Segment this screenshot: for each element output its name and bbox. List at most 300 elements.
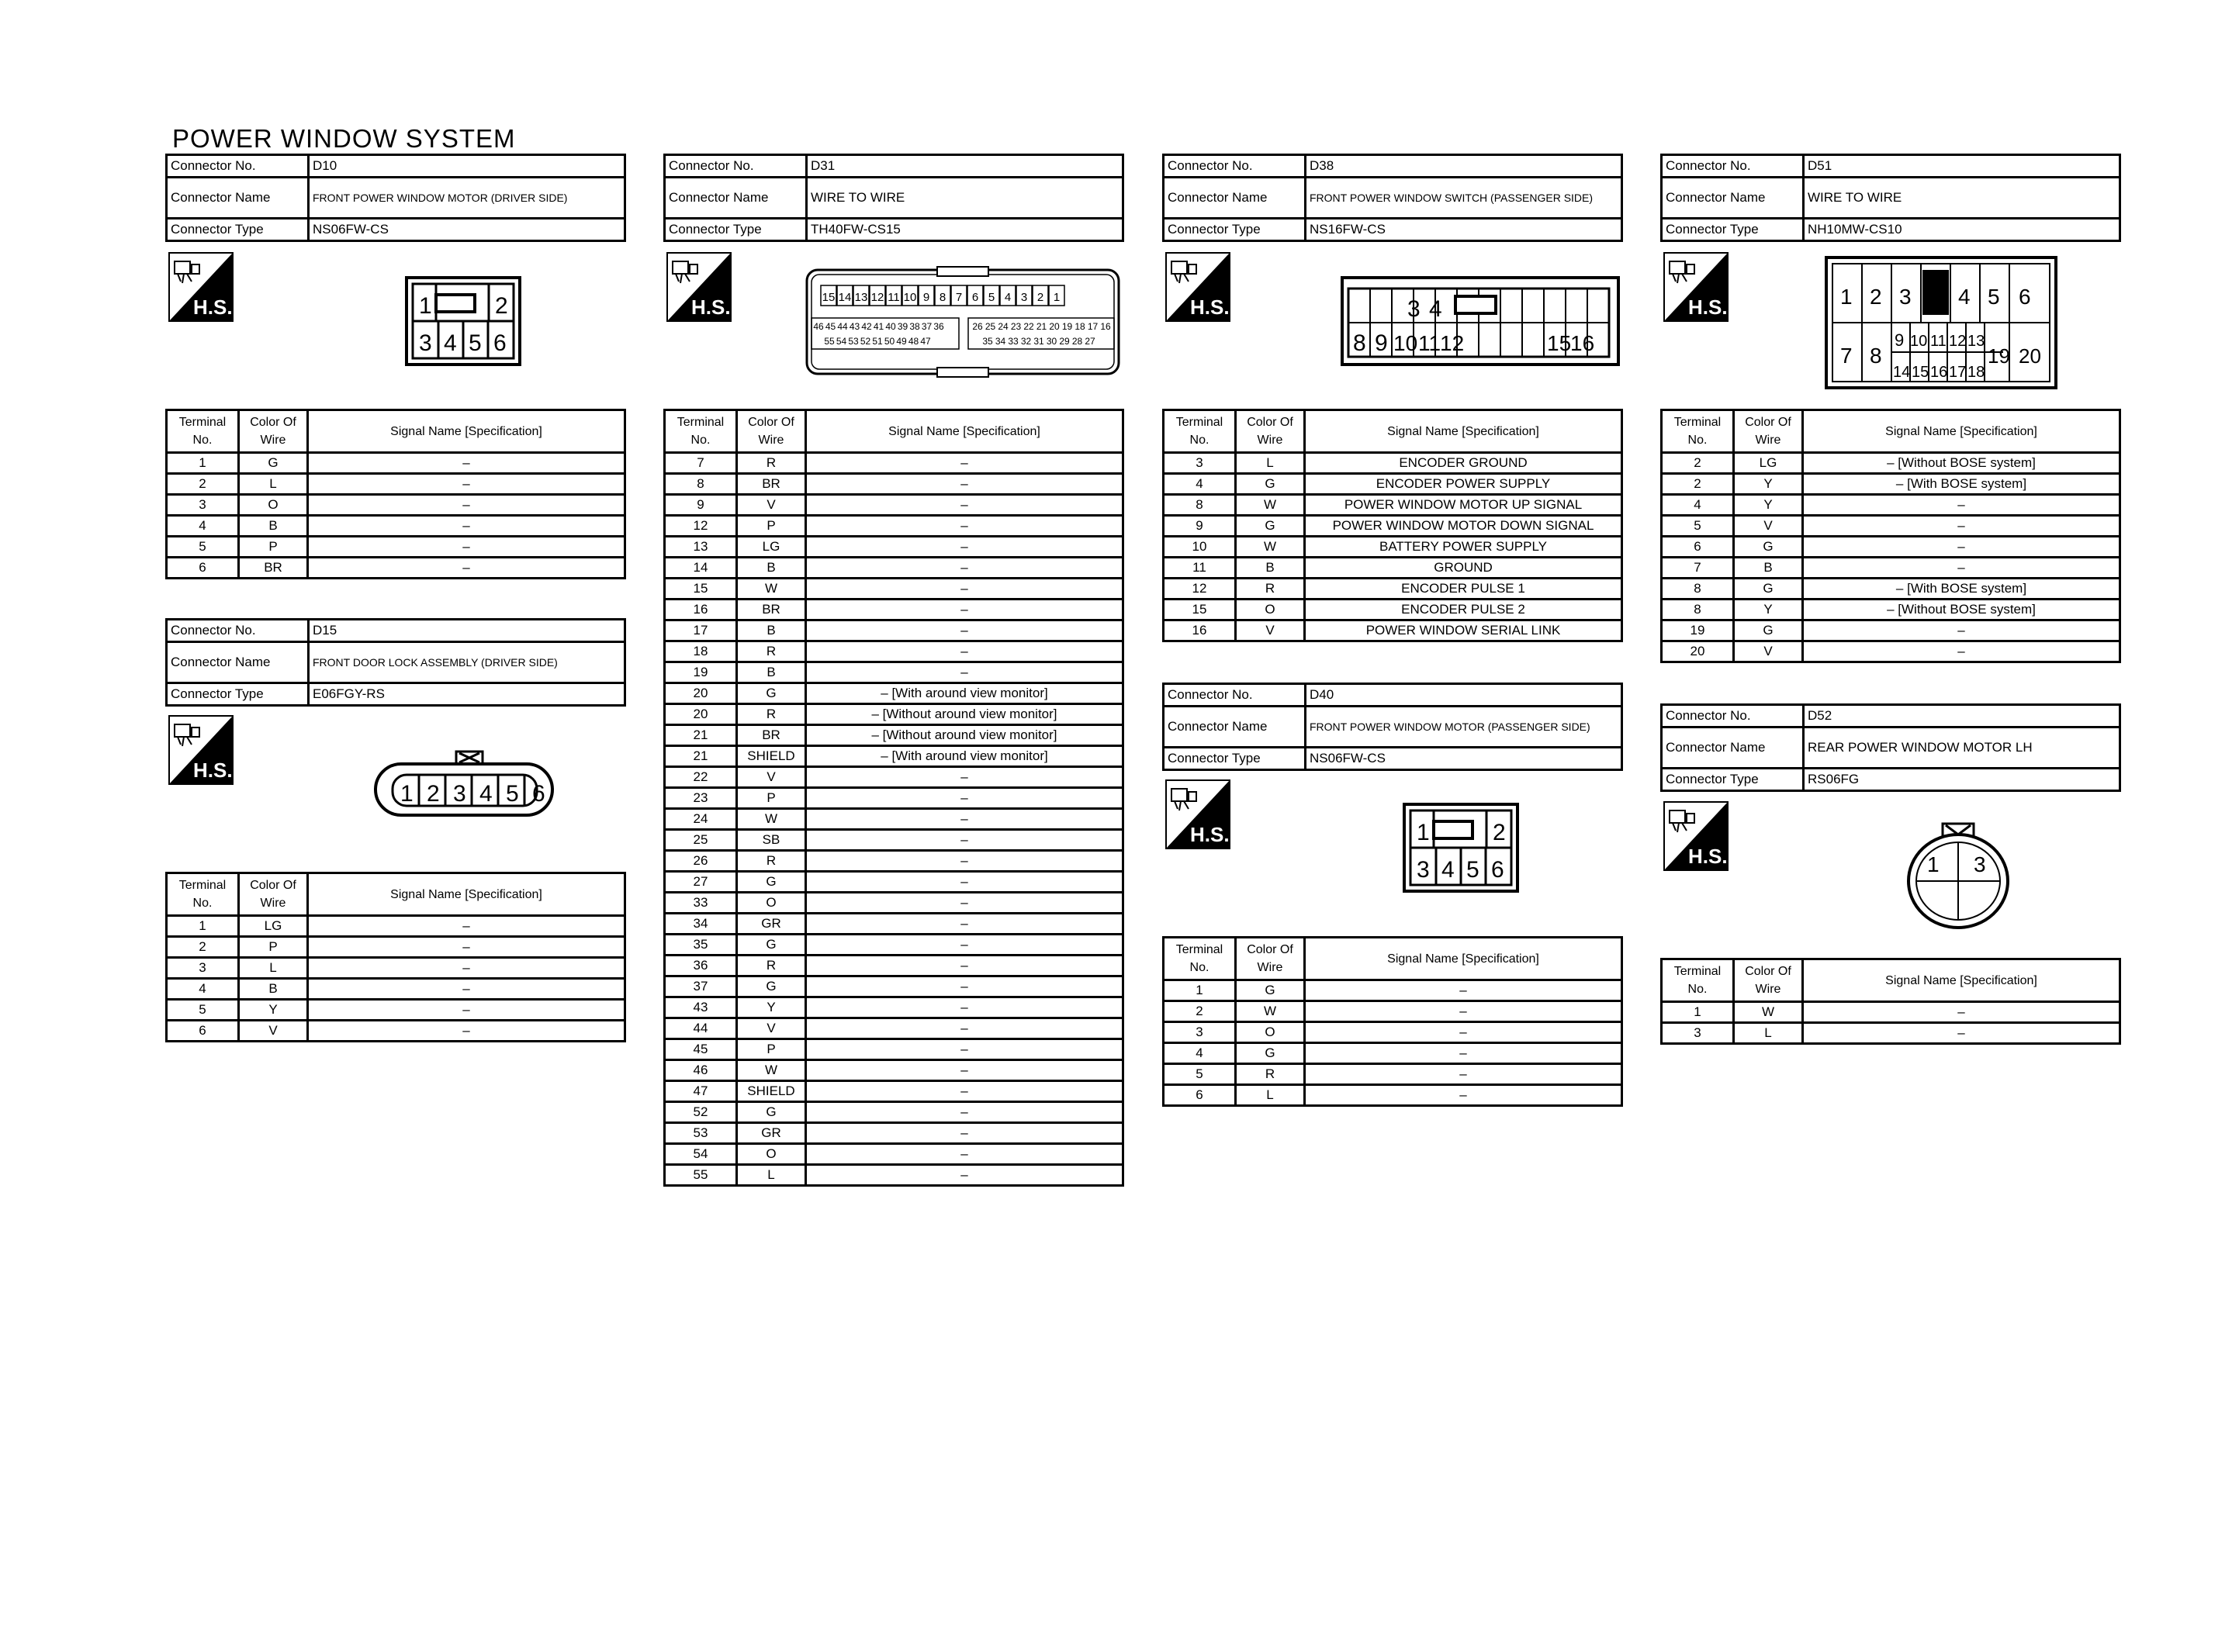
connector-type-label: Connector Type — [167, 219, 309, 241]
pin-label: 25 — [985, 321, 996, 332]
terminal-no-cell: 5 — [167, 1000, 239, 1021]
pin-label: 6 — [2019, 285, 2031, 309]
pin-label: 21 — [1036, 321, 1047, 332]
pin-label: 54 — [836, 336, 847, 347]
pin-label: 16 — [1100, 321, 1111, 332]
signal-name-cell: ENCODER PULSE 2 — [1305, 600, 1622, 620]
pin-label: 46 — [813, 321, 824, 332]
terminal-no-cell: 5 — [167, 537, 239, 558]
pin-label: 14 — [1893, 364, 1911, 381]
wire-color-cell: V — [737, 495, 806, 516]
wire-color-cell: B — [737, 558, 806, 579]
wire-color-cell: R — [737, 704, 806, 725]
table-row — [1164, 495, 1622, 516]
connector-type-label: Connector Type — [1164, 748, 1306, 770]
terminal-no-header: Terminal No. — [1662, 410, 1734, 453]
terminal-no-header: Terminal No. — [1164, 410, 1236, 453]
pin-label: 37 — [921, 321, 933, 332]
wire-color-cell: P — [737, 1039, 806, 1060]
connector-info-d40 — [1162, 683, 1623, 771]
connector-name-value: FRONT POWER WINDOW SWITCH (PASSENGER SIDE) — [1306, 178, 1622, 219]
terminal-no-cell: 6 — [1164, 1085, 1236, 1106]
terminal-no-cell: 8 — [1662, 579, 1734, 600]
signal-name-cell: – — [806, 1123, 1123, 1144]
pin-label: 19 — [1988, 344, 2010, 368]
signal-name-cell: – — [308, 537, 625, 558]
connector-name-value: FRONT POWER WINDOW MOTOR (DRIVER SIDE) — [309, 178, 625, 219]
pin-label: 3 — [1899, 285, 1912, 309]
wire-color-cell: W — [737, 579, 806, 600]
terminal-no-cell: 1 — [1662, 1002, 1734, 1023]
table-row — [665, 600, 1123, 620]
hs-mark-text: H.S. — [1688, 845, 1728, 868]
wire-color-cell: G — [737, 976, 806, 997]
table-row — [665, 453, 1123, 474]
signal-name-cell: – — [308, 495, 625, 516]
pin-label: 3 — [1974, 852, 1986, 876]
wire-color-cell: G — [1734, 620, 1803, 641]
terminal-no-cell: 53 — [665, 1123, 737, 1144]
pin-label: 43 — [849, 321, 860, 332]
wire-color-cell: Y — [239, 1000, 308, 1021]
wire-color-cell: GR — [737, 914, 806, 935]
signal-name-cell: – — [308, 516, 625, 537]
table-row — [665, 537, 1123, 558]
pin-label: 22 — [1023, 321, 1034, 332]
terminal-no-cell: 6 — [1662, 537, 1734, 558]
terminal-table-d15 — [165, 872, 626, 1042]
connector-info-d38 — [1162, 154, 1623, 242]
table-row — [665, 851, 1123, 872]
pin-label: 49 — [896, 336, 907, 347]
terminal-no-header: Terminal No. — [665, 410, 737, 453]
table-row — [1164, 1043, 1622, 1064]
wire-color-cell: R — [1236, 579, 1305, 600]
color-of-wire-header: Color Of Wire — [239, 410, 308, 453]
connector-type-label: Connector Type — [665, 219, 807, 241]
connector-type-label: Connector Type — [1662, 769, 1804, 791]
color-of-wire-header: Color Of Wire — [1734, 959, 1803, 1002]
terminal-no-cell: 3 — [167, 495, 239, 516]
terminal-no-cell: 20 — [1662, 641, 1734, 662]
signal-name-cell: – — [308, 979, 625, 1000]
pin-label: 8 — [1353, 330, 1366, 356]
pin-label: 4 — [1429, 296, 1442, 322]
pin-label: 53 — [848, 336, 859, 347]
connector-name-value: FRONT POWER WINDOW MOTOR (PASSENGER SIDE) — [1306, 707, 1622, 748]
terminal-no-cell: 5 — [1662, 516, 1734, 537]
connector-face-d15 — [372, 748, 559, 825]
wire-color-cell: V — [737, 767, 806, 788]
color-of-wire-header: Color Of Wire — [239, 873, 308, 916]
terminal-no-cell: 47 — [665, 1081, 737, 1102]
connector-info-d52 — [1660, 703, 2121, 792]
wire-color-cell: L — [239, 474, 308, 495]
table-row — [665, 516, 1123, 537]
pin-label: 3 — [1417, 857, 1430, 883]
pin-label: 2 — [1036, 291, 1044, 304]
terminal-no-cell: 7 — [1662, 558, 1734, 579]
table-row — [665, 558, 1123, 579]
terminal-no-cell: 17 — [665, 620, 737, 641]
pin-label: 13 — [854, 291, 868, 304]
pin-label: 3 — [1020, 291, 1028, 304]
page-title: POWER WINDOW SYSTEM — [172, 124, 516, 153]
table-row — [1662, 516, 2120, 537]
wire-color-cell: BR — [239, 558, 308, 579]
table-row — [665, 935, 1123, 956]
terminal-no-cell: 7 — [665, 453, 737, 474]
pin-label: 47 — [920, 336, 931, 347]
signal-name-cell: – — [806, 516, 1123, 537]
connector-no-value: D40 — [1306, 684, 1622, 707]
wire-color-cell: G — [1236, 474, 1305, 495]
pin-label: 5 — [506, 781, 519, 807]
table-row — [665, 662, 1123, 683]
pin-label: 32 — [1020, 336, 1032, 347]
terminal-no-cell: 1 — [167, 453, 239, 474]
hs-mark-text: H.S. — [691, 295, 731, 319]
signal-name-cell: – — [1305, 1043, 1622, 1064]
table-row — [1662, 453, 2120, 474]
connector-info-d51 — [1660, 154, 2121, 242]
pin-label: 5 — [988, 291, 995, 304]
connector-name-label: Connector Name — [1662, 178, 1804, 219]
terminal-no-cell: 27 — [665, 872, 737, 893]
connector-type-value: NS06FW-CS — [309, 219, 625, 241]
pin-label: 7 — [955, 291, 963, 304]
terminal-no-header: Terminal No. — [167, 410, 239, 453]
terminal-no-cell: 44 — [665, 1018, 737, 1039]
terminal-no-cell: 46 — [665, 1060, 737, 1081]
pin-label: 4 — [444, 330, 457, 356]
pin-label: 36 — [933, 321, 944, 332]
wire-color-cell: LG — [1734, 453, 1803, 474]
table-row — [665, 1165, 1123, 1186]
color-of-wire-header: Color Of Wire — [737, 410, 806, 453]
wire-color-cell: O — [737, 893, 806, 914]
terminal-no-cell: 9 — [665, 495, 737, 516]
pin-label: 2 — [427, 781, 440, 807]
connector-no-label: Connector No. — [1662, 155, 1804, 178]
signal-name-cell: – — [806, 600, 1123, 620]
signal-name-cell: – [With BOSE system] — [1803, 579, 2120, 600]
pin-label: 1 — [400, 781, 414, 807]
connector-name-label: Connector Name — [665, 178, 807, 219]
signal-name-cell: – — [806, 1144, 1123, 1165]
terminal-no-cell: 4 — [167, 979, 239, 1000]
table-row — [1662, 537, 2120, 558]
table-row — [1164, 453, 1622, 474]
pin-label: 11 — [1930, 333, 1947, 350]
pin-label: 6 — [971, 291, 979, 304]
signal-name-cell: ENCODER POWER SUPPLY — [1305, 474, 1622, 495]
table-row — [665, 788, 1123, 809]
connector-face-d31 — [805, 264, 1120, 384]
harness-side-icon — [1165, 779, 1230, 849]
signal-name-cell: – — [806, 956, 1123, 976]
wire-color-cell: G — [737, 935, 806, 956]
terminal-table-d40 — [1162, 936, 1623, 1107]
connector-no-label: Connector No. — [1164, 155, 1306, 178]
signal-name-cell: – — [806, 1039, 1123, 1060]
signal-name-cell: – — [806, 579, 1123, 600]
table-row — [665, 893, 1123, 914]
wire-color-cell: LG — [239, 916, 308, 937]
terminal-no-cell: 2 — [1662, 453, 1734, 474]
terminal-no-cell: 4 — [1164, 1043, 1236, 1064]
signal-name-cell: – — [308, 558, 625, 579]
pin-label: 1 — [1927, 852, 1940, 876]
wire-color-cell: B — [239, 516, 308, 537]
connector-no-value: D52 — [1804, 705, 2120, 728]
terminal-no-cell: 8 — [1662, 600, 1734, 620]
terminal-no-cell: 14 — [665, 558, 737, 579]
harness-side-icon — [168, 715, 234, 785]
terminal-no-cell: 34 — [665, 914, 737, 935]
pin-label: 1 — [1053, 291, 1061, 304]
signal-name-header: Signal Name [Specification] — [1305, 938, 1622, 980]
signal-name-cell: – — [806, 872, 1123, 893]
table-row — [1164, 579, 1622, 600]
pin-label: 6 — [532, 781, 545, 807]
signal-name-header: Signal Name [Specification] — [806, 410, 1123, 453]
terminal-no-cell: 37 — [665, 976, 737, 997]
wire-color-cell: W — [737, 809, 806, 830]
hs-mark-text: H.S. — [1190, 823, 1230, 846]
signal-name-header: Signal Name [Specification] — [1803, 959, 2120, 1002]
wire-color-cell: G — [1734, 537, 1803, 558]
connector-face-d38 — [1341, 276, 1620, 370]
terminal-no-cell: 6 — [167, 558, 239, 579]
wire-color-cell: G — [1236, 516, 1305, 537]
wire-color-cell: BR — [737, 725, 806, 746]
table-row — [1662, 495, 2120, 516]
table-row — [665, 1018, 1123, 1039]
pin-label: 12 — [870, 291, 884, 304]
signal-name-cell: – [With around view monitor] — [806, 746, 1123, 767]
pin-label: 10 — [1910, 333, 1928, 350]
pin-label: 40 — [885, 321, 896, 332]
pin-label: 1 — [1417, 820, 1430, 845]
pin-label: 2 — [1870, 285, 1882, 309]
signal-name-cell: – — [308, 916, 625, 937]
pin-label: 9 — [922, 291, 930, 304]
terminal-no-cell: 45 — [665, 1039, 737, 1060]
signal-name-cell: – [With around view monitor] — [806, 683, 1123, 704]
wire-color-cell: G — [737, 1102, 806, 1123]
wire-color-cell: V — [737, 1018, 806, 1039]
connector-name-label: Connector Name — [1164, 178, 1306, 219]
terminal-no-cell: 25 — [665, 830, 737, 851]
table-row — [1164, 1064, 1622, 1085]
connector-info-d31 — [663, 154, 1124, 242]
terminal-no-cell: 3 — [167, 958, 239, 979]
terminal-table-d38 — [1162, 409, 1623, 642]
table-row — [167, 537, 625, 558]
connector-type-value: NH10MW-CS10 — [1804, 219, 2120, 241]
wire-color-cell: R — [737, 956, 806, 976]
wire-color-cell: B — [239, 979, 308, 1000]
connector-name-label: Connector Name — [167, 178, 309, 219]
signal-name-cell: – — [806, 495, 1123, 516]
table-row — [167, 495, 625, 516]
pin-label: 18 — [1967, 364, 1985, 381]
terminal-no-cell: 2 — [167, 937, 239, 958]
signal-name-cell: – — [1803, 1023, 2120, 1044]
pin-label: 31 — [1033, 336, 1044, 347]
wire-color-cell: V — [1236, 620, 1305, 641]
terminal-no-cell: 36 — [665, 956, 737, 976]
signal-name-cell: – [With BOSE system] — [1803, 474, 2120, 495]
pin-label: 2 — [495, 293, 508, 319]
hs-mark-text: H.S. — [193, 295, 233, 319]
pin-label: 29 — [1059, 336, 1070, 347]
terminal-no-cell: 16 — [665, 600, 737, 620]
pin-label: 44 — [837, 321, 848, 332]
terminal-no-cell: 22 — [665, 767, 737, 788]
signal-name-cell: – — [1803, 1002, 2120, 1023]
table-row — [665, 997, 1123, 1018]
table-row — [1662, 620, 2120, 641]
pin-label: 42 — [861, 321, 872, 332]
terminal-no-cell: 1 — [1164, 980, 1236, 1001]
pin-label: 20 — [2019, 344, 2041, 368]
signal-name-cell: – — [1803, 495, 2120, 516]
table-row — [665, 1123, 1123, 1144]
signal-name-cell: – — [1803, 558, 2120, 579]
terminal-no-cell: 13 — [665, 537, 737, 558]
terminal-no-cell: 24 — [665, 809, 737, 830]
wire-color-cell: L — [239, 958, 308, 979]
table-row — [1164, 516, 1622, 537]
pin-label: 33 — [1008, 336, 1019, 347]
harness-side-icon — [1663, 801, 1729, 871]
terminal-table-d51 — [1660, 409, 2121, 663]
wire-color-cell: GR — [737, 1123, 806, 1144]
terminal-no-cell: 15 — [665, 579, 737, 600]
wire-color-cell: G — [1236, 980, 1305, 1001]
terminal-no-cell: 11 — [1164, 558, 1236, 579]
connector-no-label: Connector No. — [1662, 705, 1804, 728]
table-row — [1662, 641, 2120, 662]
terminal-no-cell: 3 — [1662, 1023, 1734, 1044]
terminal-no-cell: 8 — [1164, 495, 1236, 516]
signal-name-cell: – — [1305, 1085, 1622, 1106]
color-of-wire-header: Color Of Wire — [1236, 938, 1305, 980]
pin-label: 3 — [453, 781, 466, 807]
wire-color-cell: B — [737, 620, 806, 641]
connector-type-label: Connector Type — [1164, 219, 1306, 241]
table-row — [665, 809, 1123, 830]
terminal-no-cell: 54 — [665, 1144, 737, 1165]
terminal-no-cell: 33 — [665, 893, 737, 914]
pin-label: 50 — [884, 336, 895, 347]
table-row — [167, 979, 625, 1000]
table-row — [1164, 1022, 1622, 1043]
table-row — [1662, 1023, 2120, 1044]
pin-label: 30 — [1046, 336, 1057, 347]
signal-name-cell: – — [806, 976, 1123, 997]
wire-color-cell: G — [239, 453, 308, 474]
terminal-no-cell: 4 — [1662, 495, 1734, 516]
terminal-no-cell: 5 — [1164, 1064, 1236, 1085]
wire-color-cell: G — [1734, 579, 1803, 600]
table-row — [167, 453, 625, 474]
pin-label: 27 — [1085, 336, 1095, 347]
wire-color-cell: O — [239, 495, 308, 516]
signal-name-cell: POWER WINDOW SERIAL LINK — [1305, 620, 1622, 641]
signal-name-header: Signal Name [Specification] — [1803, 410, 2120, 453]
terminal-no-cell: 12 — [665, 516, 737, 537]
terminal-no-cell: 18 — [665, 641, 737, 662]
connector-name-value: WIRE TO WIRE — [1804, 178, 2120, 219]
wire-color-cell: P — [737, 788, 806, 809]
wire-color-cell: R — [737, 641, 806, 662]
table-row — [1662, 474, 2120, 495]
terminal-no-header: Terminal No. — [1164, 938, 1236, 980]
table-row — [665, 956, 1123, 976]
pin-label: 3 — [1407, 296, 1421, 322]
table-row — [665, 1102, 1123, 1123]
wire-color-cell: Y — [737, 997, 806, 1018]
connector-name-value: REAR POWER WINDOW MOTOR LH — [1804, 728, 2120, 769]
pin-label: 4 — [1004, 291, 1012, 304]
connector-face-d51 — [1825, 256, 2057, 393]
signal-name-cell: – — [1305, 980, 1622, 1001]
signal-name-cell: – — [806, 997, 1123, 1018]
terminal-no-cell: 19 — [1662, 620, 1734, 641]
wire-color-cell: B — [1734, 558, 1803, 579]
pin-label: 4 — [479, 781, 493, 807]
terminal-no-cell: 43 — [665, 997, 737, 1018]
table-row — [665, 1060, 1123, 1081]
signal-name-cell: – — [806, 537, 1123, 558]
signal-name-cell: – — [1803, 537, 2120, 558]
wire-color-cell: O — [1236, 1022, 1305, 1043]
pin-label: 52 — [860, 336, 871, 347]
signal-name-cell: – — [806, 641, 1123, 662]
wire-color-cell: SHIELD — [737, 746, 806, 767]
table-row — [1662, 558, 2120, 579]
table-row — [665, 579, 1123, 600]
table-row — [167, 958, 625, 979]
pin-label: 8 — [939, 291, 946, 304]
terminal-no-cell: 6 — [167, 1021, 239, 1042]
pin-label: 16 — [1930, 364, 1948, 381]
pin-label: 11 — [1418, 331, 1441, 355]
connector-no-label: Connector No. — [665, 155, 807, 178]
wire-color-cell: Y — [1734, 474, 1803, 495]
table-row — [1164, 558, 1622, 579]
wire-color-cell: W — [1734, 1002, 1803, 1023]
pin-label: 12 — [1440, 331, 1465, 355]
connector-name-label: Connector Name — [1662, 728, 1804, 769]
connector-info-d15 — [165, 618, 626, 707]
wire-color-cell: B — [737, 662, 806, 683]
table-row — [167, 1021, 625, 1042]
harness-side-icon — [168, 252, 234, 322]
signal-name-cell: – — [806, 620, 1123, 641]
pin-label: 5 — [469, 330, 482, 356]
wire-color-cell: G — [737, 872, 806, 893]
signal-name-cell: – — [806, 830, 1123, 851]
terminal-no-cell: 2 — [1662, 474, 1734, 495]
signal-name-cell: – — [806, 1060, 1123, 1081]
terminal-table-d10 — [165, 409, 626, 579]
signal-name-cell: – — [1305, 1001, 1622, 1022]
connector-face-d10 — [405, 276, 521, 370]
